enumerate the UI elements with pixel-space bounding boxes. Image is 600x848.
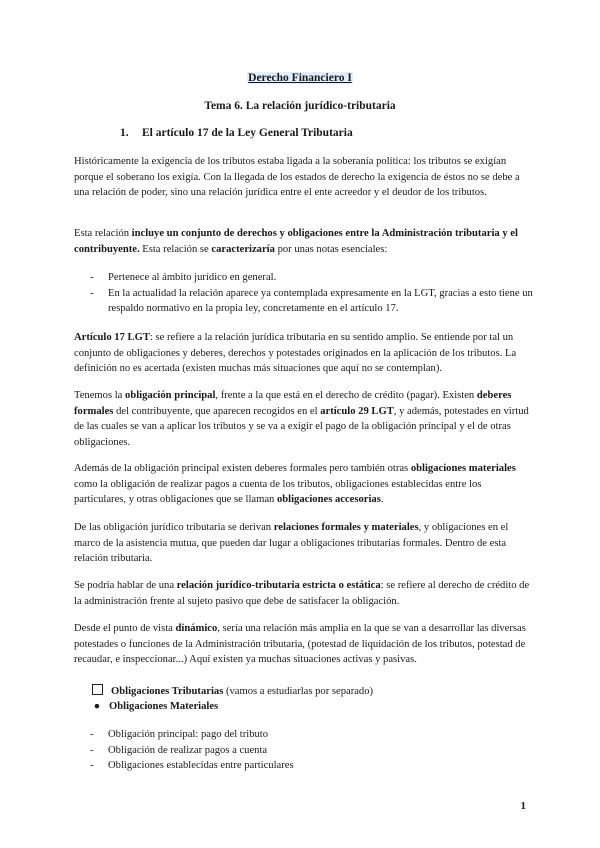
paragraph-2-bold-a: incluye un conjunto de derechos y obligaciones entre la Administración tributaria y el contribuyente. [74, 228, 518, 255]
list-item [90, 727, 534, 743]
paragraph-4-text-b: , frente a la que está en el derecho de crédito (pagar). Existen [215, 390, 477, 401]
paragraph-4-text-c: del contribuyente, que aparecen recogidos en el [113, 405, 321, 417]
paragraph-6-text-b: , y obligaciones en el marco de la asistencia mutua, que pueden dar lugar a obligaciones tributarias formales. Dentro de esta relación tributaria. [74, 522, 509, 565]
paragraph-6 [74, 520, 534, 567]
paragraph-4-bold-b: deberes formales [74, 390, 512, 417]
paragraph-5-text-a: Además de la obligación principal existen deberes formales pero también otras [74, 463, 411, 474]
section-heading-text: El artículo 17 de la Ley General Tributaria [142, 127, 353, 139]
paragraph-2-text-a: Esta relación [74, 228, 132, 239]
paragraph-5-bold-b: obligaciones accesorias [276, 494, 381, 506]
paragraph-5-text-c: . [380, 494, 384, 506]
paragraph-2-text-b: Esta relación se [139, 243, 212, 255]
paragraph-3 [74, 330, 534, 377]
paragraph-2-bold-b: caracterizaría [211, 243, 275, 255]
paragraph-5-text-b: como la obligación de realizar pagos a cuenta de los tributos, obligaciones establecidas entre los particulares, y otras obligaciones que se llaman [74, 478, 482, 506]
characteristics-list [90, 270, 534, 317]
document-title [0, 72, 600, 84]
paragraph-8-bold: dinámico [175, 623, 218, 634]
paragraph-8-text-b: , sería una relación más amplia en la que se van a desarrollar las diversas potestades o funciones de la Administración tributaria, (potestad de liquidación de los tributos, potestad de recaudar, e inspeccionar...) Aquí existen ya muchas situaciones activas y pasivas. [74, 623, 526, 666]
material-obligations-list [90, 727, 534, 774]
paragraph-4-text-a: Tenemos la [74, 390, 126, 401]
paragraph-5-bold-a: obligaciones materiales [410, 463, 516, 474]
list-item-text: Obligaciones establecidas entre particulares [108, 760, 294, 772]
paragraph-7-text-a: Se podría hablar de una [74, 580, 177, 591]
paragraph-4-text-d: , y además, potestades en virtud de las cuales se van a aplicar los tributos y se va a exigir el pago de la obligación principal y el de otras obligaciones. [74, 405, 529, 448]
obligaciones-tributarias-label: Obligaciones Tributarias [111, 686, 224, 697]
paragraph-5 [74, 461, 534, 508]
paragraph-1: Históricamente la exigencia de los tributos estaba ligada a la soberanía política: los tributos se exigían porque el soberano los exigía. Con la llegada de los estados de derecho la exigencia de éstos no se debe a una relación de poder, sino una relación jurídica entre el ente acreedor y el deudor de los tributos. [74, 156, 520, 199]
list-item [90, 743, 534, 759]
list-item-text: Obligación principal: pago del tributo [108, 729, 269, 740]
paragraph-2-text-c: por unas notas esenciales: [274, 243, 388, 255]
list-marker: - [90, 744, 94, 756]
list-item-text: Pertenece al ámbito jurídico en general. [108, 272, 277, 283]
bullet-icon: ● [93, 701, 101, 712]
document-subtitle: Tema 6. La relación jurídico-tributaria [204, 100, 396, 112]
page-number: 1 [520, 800, 526, 812]
paragraph-8 [74, 621, 534, 668]
paragraph-4-bold-c: artículo 29 LGT [320, 405, 394, 417]
paragraph-4-bold-a: obligación principal [125, 390, 216, 401]
section-heading [120, 127, 353, 139]
list-item [90, 758, 534, 774]
paragraph-2 [74, 226, 534, 257]
section-number: 1. [120, 127, 129, 139]
list-marker: - [90, 272, 94, 283]
paragraph-7-bold: relación jurídico-tributaria estricta o estática [176, 580, 381, 591]
list-item [90, 270, 534, 286]
list-item-text: En la actualidad la relación aparece ya contemplada expresamente en la LGT, gracias a esto tiene un respaldo normativo en la propia ley, concretamente en el artículo 17. [108, 287, 533, 315]
paragraph-6-bold: relaciones formales y materiales [273, 522, 419, 533]
paragraph-7-text-b: : se refiere al derecho de crédito de la administración frente al sujeto pasivo que debe de satisfacer la obligación. [74, 580, 530, 607]
obligaciones-tributarias-item [92, 684, 373, 699]
document-title-text: Derecho Financiero I [248, 72, 352, 84]
paragraph-6-text-a: De las obligación jurídico tributaria se derivan [74, 522, 274, 533]
list-marker: - [90, 287, 94, 299]
list-item [90, 286, 534, 317]
paragraph-3-text: : se refiere a la relación jurídica tributaria en su sentido amplio. Se entiende por tal un conjunto de obligaciones y deberes, derechos y potestades originados en la aplicación de los tributos. La definición no es acertada (existen muchas más situaciones que aquí no se contemplan). [74, 332, 517, 375]
obligaciones-tributarias-note: (vamos a estudiarlas por separado) [223, 686, 374, 697]
paragraph-4 [74, 388, 534, 450]
paragraph-8-text-a: Desde el punto de vista [74, 623, 176, 634]
checkbox-icon [92, 684, 103, 695]
list-marker: - [90, 760, 94, 772]
list-item-text: Obligación de realizar pagos a cuenta [108, 744, 268, 756]
paragraph-3-bold: Artículo 17 LGT [74, 332, 150, 343]
obligaciones-materiales-item [92, 699, 218, 714]
obligaciones-materiales-label: Obligaciones Materiales [109, 701, 219, 712]
list-marker: - [90, 729, 94, 740]
paragraph-7 [74, 578, 534, 609]
